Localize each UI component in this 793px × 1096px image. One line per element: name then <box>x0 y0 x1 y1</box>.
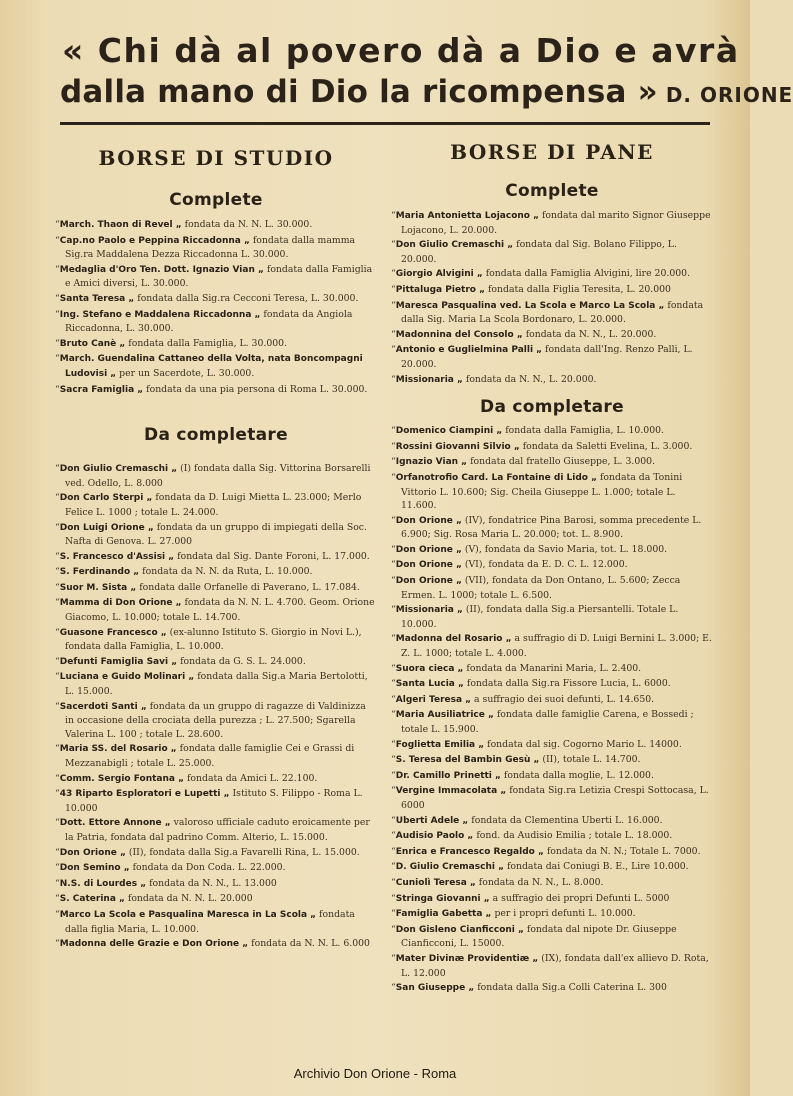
entry-quote-mark: “ <box>55 566 60 578</box>
grant-entry <box>55 908 377 936</box>
grant-entry <box>391 677 713 692</box>
grant-entry <box>55 742 377 770</box>
grant-entry <box>391 769 713 784</box>
entry-quote-mark: “ <box>391 982 396 994</box>
grant-entry <box>391 753 713 768</box>
grant-details: fondata dalla mamma Sig.ra Maddalena Dezza Riccadonna L. 30.000. <box>65 234 356 261</box>
grant-name: Don Semino „ <box>59 863 130 874</box>
grant-name: Don Giulio Cremaschi „ <box>395 240 514 251</box>
grant-name: Ing. Stefano e Maddalena Riccadonna „ <box>59 309 261 320</box>
grant-name: Dott. Ettore Annone „ <box>59 818 171 829</box>
entry-quote-mark: “ <box>55 337 60 349</box>
grant-details: (IV), fondatrice Pina Barosi, somma precedente L. 6.900; Sig. Rosa Maria L. 20.000; tot. L. 8.900. <box>401 514 702 541</box>
grant-entry <box>55 626 377 654</box>
entry-quote-mark: “ <box>55 292 60 304</box>
grant-name: Madonna delle Grazie e Don Orione „ <box>59 939 249 950</box>
grant-name: Cuniolì Teresa „ <box>395 877 476 888</box>
grant-entry <box>391 738 713 753</box>
grant-details: Istituto S. Filippo - Roma L. 10.000 <box>65 788 363 814</box>
grant-details: fondata da N. N.; Totale L. 7000. <box>543 845 701 857</box>
motto-line-1: « Chi dà al povero dà a Dio e avrà <box>62 31 740 70</box>
entry-quote-mark: “ <box>55 743 60 755</box>
grant-entry <box>55 596 377 624</box>
bread-grants-column <box>391 130 713 997</box>
grant-details: fondata da Don Coda. L. 22.000. <box>129 862 286 874</box>
grant-name: Luciana e Guido Molinari „ <box>59 672 195 683</box>
grant-entry <box>391 543 713 558</box>
grant-details: fondata da una pia persona di Roma L. 30.000. <box>143 383 368 395</box>
grant-details: valoroso ufficiale caduto eroicamente per la Patria, fondata dal padrino Comm. Alterio, L. 15.000. <box>65 817 370 843</box>
grant-name: Missionaria „ <box>395 605 463 616</box>
entry-quote-mark: “ <box>391 514 396 526</box>
grant-name: 43 Riparto Esploratori e Lupetti „ <box>59 789 230 800</box>
grant-details: (ex-alunno Istituto S. Giorgio in Novi L.), fondata dalla Famiglia, L. 10.000. <box>65 626 362 653</box>
grant-name: March. Thaon di Revel „ <box>59 220 182 230</box>
entry-quote-mark: “ <box>391 268 396 280</box>
entry-quote-mark: “ <box>55 626 60 638</box>
archive-footer: Archivio Don Orione - Roma <box>293 1066 457 1081</box>
grant-details: fondata dalla Figlia Teresita, L. 20.000 <box>485 283 671 295</box>
grant-details: fondata dalle famiglie Carena, e Bossedi ; totale L. 15.900. <box>401 709 694 735</box>
entry-quote-mark: “ <box>55 597 60 609</box>
grant-entry <box>391 455 713 470</box>
grant-details: fondata da N. N. L. 6.000 <box>248 938 370 950</box>
grant-name: Don Orione „ <box>395 544 462 555</box>
entry-quote-mark: “ <box>55 938 60 950</box>
grant-entry <box>55 462 377 490</box>
grant-entry <box>391 693 713 708</box>
grant-name: Sacerdoti Santi „ <box>59 701 147 712</box>
grant-name: S. Teresa del Bambin Gesù „ <box>395 755 540 766</box>
entry-quote-mark: “ <box>391 299 396 311</box>
grant-name: Orfanotrofio Card. La Fontaine di Lido „ <box>395 472 598 483</box>
grant-details: fondata da N. N., L. 20.000. <box>462 373 597 385</box>
grant-details: fondata da un gruppo di ragazze di Valdinizza in occasione della crociata della purezza ; L. 27.500; Sgarella Valerina L. 100 ; totale L. 28.600. <box>65 700 366 740</box>
grant-entry <box>55 308 377 336</box>
entry-quote-mark: “ <box>55 581 60 593</box>
grant-entry <box>391 708 713 736</box>
grant-name: Comm. Sergio Fontana „ <box>59 773 185 784</box>
grant-name: Don Carlo Sterpi „ <box>59 493 153 504</box>
grant-entry <box>55 383 377 398</box>
grant-name: Santa Lucia „ <box>395 679 464 690</box>
entry-quote-mark: “ <box>391 456 396 468</box>
entry-quote-mark: “ <box>55 817 60 829</box>
grant-entry <box>391 238 713 266</box>
grant-name: Famiglia Gabetta „ <box>395 909 492 920</box>
grant-name: Maresca Pasqualina ved. La Scola e Marco La Scola „ <box>395 300 665 311</box>
entry-quote-mark: “ <box>391 425 396 437</box>
entry-quote-mark: “ <box>55 550 60 562</box>
entry-quote-mark: “ <box>55 671 60 683</box>
entry-quote-mark: “ <box>391 830 396 842</box>
grant-details: a suffragio di D. Luigi Bernini L. 3.000; E. Z. L. 1000; totale L. 4.000. <box>401 633 712 660</box>
grant-entry <box>391 603 713 631</box>
grant-details: fondata dalla Sig.a Colli Caterina L. 300 <box>474 982 667 994</box>
grant-name: Don Gisleno Cianficconi „ <box>395 924 524 935</box>
grant-details: fondata dalla Sig. Maria La Scola Bordonaro, L. 20.000. <box>401 299 704 326</box>
study-incomplete-list <box>55 462 377 952</box>
grant-entry <box>391 574 713 602</box>
grant-name: Maria Ausiliatrice „ <box>395 710 494 721</box>
grant-name: Madonna del Rosario „ <box>395 634 512 645</box>
entry-quote-mark: “ <box>55 234 60 246</box>
entry-quote-mark: “ <box>391 754 396 766</box>
grant-name: Defunti Famiglia Savi „ <box>59 656 178 667</box>
grant-name: San Giuseppe „ <box>395 983 475 994</box>
entry-quote-mark: “ <box>391 738 396 750</box>
grant-entry <box>55 655 377 670</box>
grant-details: fondata da Tonini Vittorio L. 10.600; Sig. Cheila Giuseppe L. 1.000; totale L. 11.600. <box>401 471 683 512</box>
entry-quote-mark: “ <box>55 788 60 800</box>
entry-quote-mark: “ <box>55 877 60 889</box>
entry-quote-mark: “ <box>55 463 60 475</box>
grant-name: Don Luigi Orione „ <box>59 522 154 533</box>
entry-quote-mark: “ <box>55 521 60 533</box>
grant-name: Enrica e Francesco Regaldo „ <box>395 846 544 857</box>
grant-details: fondata dalla Famiglia e Amici diversi, L. 30.000. <box>65 263 373 290</box>
grant-name: Suor M. Sista „ <box>59 582 137 593</box>
entry-quote-mark: “ <box>391 344 396 356</box>
entry-quote-mark: “ <box>55 893 60 905</box>
grant-details: fondata dal nipote Dr. Giuseppe Cianficconi, L. 15000. <box>401 923 677 950</box>
entry-quote-mark: “ <box>391 769 396 781</box>
grant-entry <box>391 283 713 298</box>
grant-name: Don Orione „ <box>59 847 126 858</box>
grant-name: Giorgio Alvigini „ <box>395 269 483 280</box>
grant-name: Medaglia d'Oro Ten. Dott. Ignazio Vian „ <box>59 264 264 275</box>
grant-details: fondata dal marito Signor Giuseppe Lojacono, L. 20.000. <box>401 210 711 236</box>
grant-entry <box>391 907 713 922</box>
grant-details: fondata da Amici L. 22.100. <box>184 772 318 784</box>
entry-quote-mark: “ <box>391 908 396 920</box>
grant-details: per un Sacerdote, L. 30.000. <box>116 367 255 379</box>
entry-quote-mark: “ <box>391 239 396 251</box>
motto-line-2-text: dalla mano di Dio la ricompensa » <box>60 74 658 110</box>
grant-entry <box>55 550 377 565</box>
entry-quote-mark: “ <box>391 210 396 221</box>
grant-details: fondata dalla Sig.ra Fissore Lucia, L. 6000. <box>463 678 671 690</box>
entry-quote-mark: “ <box>391 845 396 857</box>
grant-details: (V), fondata da Savio Maria, tot. L. 18.000. <box>461 543 668 555</box>
grant-name: Don Orione „ <box>395 560 462 571</box>
grant-details: fondata da un gruppo di impiegati della Soc. Nafta di Genova. L. 27.000 <box>65 521 367 548</box>
study-grants-title: BORSE DI STUDIO <box>98 146 334 170</box>
grant-name: Rossini Giovanni Silvio „ <box>395 441 520 452</box>
grant-name: Audisio Paolo „ <box>395 831 474 842</box>
grant-name: Algeri Teresa „ <box>395 694 472 705</box>
grant-details: (II), totale L. 14.700. <box>539 754 641 766</box>
entry-quote-mark: “ <box>391 814 396 826</box>
grant-details: fondata da N. N., L. 13.000 <box>146 877 277 889</box>
grant-details: (IX), fondata dall'ex allievo D. Rota, L. 12.000 <box>401 952 709 979</box>
grant-entry <box>55 772 377 787</box>
grant-name: Vergine Immacolata „ <box>395 786 507 797</box>
entry-quote-mark: “ <box>391 861 396 873</box>
entry-quote-mark: “ <box>391 709 396 721</box>
grant-entry <box>55 581 377 596</box>
grant-name: Madonnina del Consolo „ <box>395 329 523 340</box>
grant-details: fondata dalle Orfanelle di Paverano, L. 17.084. <box>136 581 360 593</box>
grant-entry <box>391 860 713 875</box>
entry-quote-mark: “ <box>55 219 60 230</box>
entry-quote-mark: “ <box>391 373 396 385</box>
entry-quote-mark: “ <box>55 383 60 395</box>
grant-entry <box>55 292 377 307</box>
grant-name: Antonio e Guglielmina Palli „ <box>395 345 543 356</box>
grant-name: Uberti Adele „ <box>395 815 469 826</box>
grant-details: fondata dalla Sig.a Maria Bertolotti, L. 15.000. <box>65 671 368 698</box>
grant-details: fondata da D. Luigi Mietta L. 23.000; Merlo Felice L. 1000 ; totale L. 24.000. <box>65 492 362 518</box>
grant-entry <box>55 877 377 892</box>
study-complete-list <box>55 218 377 397</box>
motto-author: D. ORIONE <box>665 83 793 107</box>
grant-entry <box>391 845 713 860</box>
grant-name: Guasone Francesco „ <box>59 627 167 638</box>
bread-complete-list <box>391 209 713 387</box>
grant-entry <box>55 263 377 291</box>
grant-name: S. Ferdinando „ <box>59 567 140 578</box>
study-incomplete-title: Da completare <box>144 425 288 446</box>
grant-entry <box>391 440 713 455</box>
grant-entry <box>391 514 713 542</box>
grant-name: Missionaria „ <box>395 374 463 385</box>
entry-quote-mark: “ <box>55 908 60 920</box>
entry-quote-mark: “ <box>391 471 396 483</box>
grant-name: Suora cieca „ <box>395 663 464 674</box>
grant-entry <box>55 846 377 861</box>
grant-entry <box>55 861 377 876</box>
bread-incomplete-list <box>391 424 713 996</box>
grant-details: per i propri defunti L. 10.000. <box>491 908 636 920</box>
header-rule <box>60 122 710 125</box>
grant-details: (II), fondata dalla Sig.a Favarelli Rina, L. 15.000. <box>125 846 360 858</box>
grant-name: D. Giulio Cremaschi „ <box>395 862 504 873</box>
grant-entry <box>391 471 713 513</box>
grant-details: fondata dalla Famiglia, L. 10.000. <box>502 425 664 437</box>
grant-entry <box>55 234 377 262</box>
grant-details: (I) fondata dalla Sig. Vittorina Borsarelli ved. Odello, L. 8.000 <box>65 463 371 489</box>
grant-details: fondata dalle famiglie Cei e Grassi di Mezzanabigli ; totale L. 25.000. <box>65 743 355 769</box>
grant-details: fondata dalla figlia Maria, L. 10.000. <box>65 908 355 935</box>
grant-name: Mater Divinæ Providentiæ „ <box>395 953 539 964</box>
grant-details: fondata dal sig. Cogorno Mario L. 14000. <box>484 738 682 750</box>
grant-entry <box>391 814 713 829</box>
grant-details: (VII), fondata da Don Ontano, L. 5.600; Zecca Ermen. L. 1000; totale L. 6.500. <box>401 575 681 601</box>
entry-quote-mark: “ <box>391 283 396 295</box>
entry-quote-mark: “ <box>391 923 396 935</box>
grant-name: Foglietta Emilia „ <box>395 739 485 750</box>
grant-details: fondata dall'Ing. Renzo Palli, L. 20.000. <box>401 344 693 370</box>
grant-entry <box>55 491 377 519</box>
grant-details: fondata da Saletti Evelina, L. 3.000. <box>519 440 693 452</box>
grant-name: Don Giulio Cremaschi „ <box>59 464 178 475</box>
grant-details: fondata dalla moglie, L. 12.000. <box>500 769 654 781</box>
entry-quote-mark: “ <box>391 440 396 452</box>
entry-quote-mark: “ <box>391 604 396 616</box>
entry-quote-mark: “ <box>391 662 396 674</box>
grant-entry <box>55 218 377 233</box>
grant-entry <box>55 700 377 742</box>
grant-details: fondata da G. S. L. 24.000. <box>177 655 306 667</box>
entry-quote-mark: “ <box>391 892 396 904</box>
grant-name: Pittaluga Pietro „ <box>395 284 486 295</box>
grant-details: a suffragio dei suoi defunti, L. 14.650. <box>471 693 655 705</box>
grant-details: fondata dalla Famiglia Alvigini, lire 20.000. <box>482 268 691 280</box>
motto-header <box>60 30 793 115</box>
entry-quote-mark: “ <box>391 952 396 964</box>
grant-entry <box>55 670 377 698</box>
grant-name: Bruto Canè „ <box>59 338 126 349</box>
grant-entry <box>391 952 713 980</box>
grant-details: fondata da N. N., L. 20.000. <box>522 328 657 340</box>
entry-quote-mark: “ <box>391 876 396 888</box>
grant-details: a suffragio dei propri Defunti L. 5000 <box>489 892 670 904</box>
grant-details: fondata dal fratello Giuseppe, L. 3.000. <box>467 456 656 468</box>
grant-entry <box>391 343 713 371</box>
bread-grants-title: BORSE DI PANE <box>450 140 654 164</box>
grant-details: fondata dalla Sig.ra Cecconi Teresa, L. 30.000. <box>134 292 359 304</box>
grant-details: fondata da Angiola Riccadonna, L. 30.000. <box>65 308 353 335</box>
grant-name: Stringa Giovanni „ <box>395 893 490 904</box>
grant-details: (VI), fondata da E. D. C. L. 12.000. <box>461 559 628 571</box>
entry-quote-mark: “ <box>55 492 60 504</box>
grant-name: Marco La Scola e Pasqualina Maresca in La Scola „ <box>59 909 317 920</box>
grant-entry <box>391 328 713 343</box>
grant-entry <box>391 829 713 844</box>
grant-entry <box>391 299 713 327</box>
entry-quote-mark: “ <box>55 862 60 874</box>
grant-name: Ignazio Vian „ <box>395 457 468 468</box>
grant-entry <box>391 424 713 439</box>
grant-entry <box>391 373 713 388</box>
bread-complete-title: Complete <box>505 181 599 201</box>
grant-details: fondata da N. N., L. 8.000. <box>475 876 604 888</box>
grant-entry <box>55 352 377 381</box>
grant-entry <box>391 784 713 812</box>
grant-name: Santa Teresa „ <box>59 293 135 304</box>
entry-quote-mark: “ <box>55 308 60 320</box>
grant-name: Maria Antonietta Lojacono „ <box>395 211 540 221</box>
entry-quote-mark: “ <box>391 543 396 555</box>
grant-details: fondata da N. N. L. 4.700. Geom. Orione Giacomo, L. 10.000; totale L. 14.700. <box>65 597 375 624</box>
grant-name: N.S. di Lourdes „ <box>59 878 147 889</box>
grant-name: Dr. Camillo Prinetti „ <box>395 770 501 781</box>
grant-details: fondata dai Coniugi B. E., Lire 10.000. <box>504 861 689 873</box>
grant-name: Mamma di Don Orione „ <box>59 598 182 609</box>
entry-quote-mark: “ <box>55 700 60 712</box>
grant-entry <box>55 787 377 815</box>
grant-name: Don Orione „ <box>395 576 462 587</box>
grant-entry <box>391 876 713 891</box>
grant-entry <box>391 558 713 573</box>
grant-name: S. Francesco d'Assisi „ <box>59 551 175 562</box>
grant-details: fond. da Audisio Emilia ; totale L. 18.000. <box>473 830 673 842</box>
study-grants-column <box>55 130 377 953</box>
entry-quote-mark: “ <box>391 328 396 340</box>
grant-name: Cap.no Paolo e Peppina Riccadonna „ <box>59 235 250 246</box>
grant-name: Don Orione „ <box>395 515 462 526</box>
grant-entry <box>55 521 377 549</box>
entry-quote-mark: “ <box>391 693 396 705</box>
grant-name: Maria SS. del Rosario „ <box>59 744 177 755</box>
bread-incomplete-title: Da completare <box>480 397 624 418</box>
grant-entry <box>391 267 713 282</box>
grant-details: fondata da Manarini Maria, L. 2.400. <box>463 662 642 674</box>
grant-details: fondata da N. N. da Ruta, L. 10.000. <box>139 566 313 578</box>
entry-quote-mark: “ <box>391 559 396 571</box>
grant-entry <box>55 816 377 844</box>
entry-quote-mark: “ <box>391 678 396 690</box>
grant-entry <box>55 937 377 952</box>
grant-details: (II), fondata dalla Sig.a Piersantelli. Totale L. 10.000. <box>401 604 679 630</box>
grant-details: fondata da Clementina Uberti L. 16.000. <box>468 814 663 826</box>
grant-details: fondata dalla Famiglia, L. 30.000. <box>125 337 288 349</box>
grant-entry <box>55 337 377 352</box>
grant-details: fondata da N. N. L. 20.000 <box>124 893 253 905</box>
grant-name: Domenico Ciampini „ <box>395 426 503 437</box>
grant-entry <box>391 923 713 951</box>
entry-quote-mark: “ <box>391 785 396 797</box>
grant-entry <box>391 209 713 237</box>
grant-details: fondata da N. N. L. 30.000. <box>181 219 313 230</box>
grant-entry <box>391 662 713 677</box>
entry-quote-mark: “ <box>391 633 396 645</box>
grant-name: March. Guendalina Cattaneo della Volta, nata Boncompagni Ludovisi „ <box>59 354 363 379</box>
entry-quote-mark: “ <box>55 846 60 858</box>
grant-name: Sacra Famiglia „ <box>59 384 144 395</box>
entry-quote-mark: “ <box>55 263 60 275</box>
grant-entry <box>391 892 713 907</box>
grant-name: S. Caterina „ <box>59 894 125 905</box>
grant-details: fondata dal Sig. Dante Foroni, L. 17.000. <box>174 550 370 562</box>
grant-entry <box>55 565 377 580</box>
grant-entry <box>391 981 713 996</box>
entry-quote-mark: “ <box>55 353 60 365</box>
motto-line-2 <box>60 72 793 115</box>
entry-quote-mark: “ <box>55 772 60 784</box>
grant-entry <box>55 892 377 907</box>
entry-quote-mark: “ <box>55 655 60 667</box>
grant-entry <box>391 632 713 660</box>
study-complete-title: Complete <box>169 190 263 210</box>
grant-details: fondata dal Sig. Bolano Filippo, L. 20.000. <box>401 239 677 265</box>
entry-quote-mark: “ <box>391 575 396 587</box>
grant-details: fondata Sig.ra Letizia Crespi Sottocasa, L. 6000 <box>401 785 709 811</box>
